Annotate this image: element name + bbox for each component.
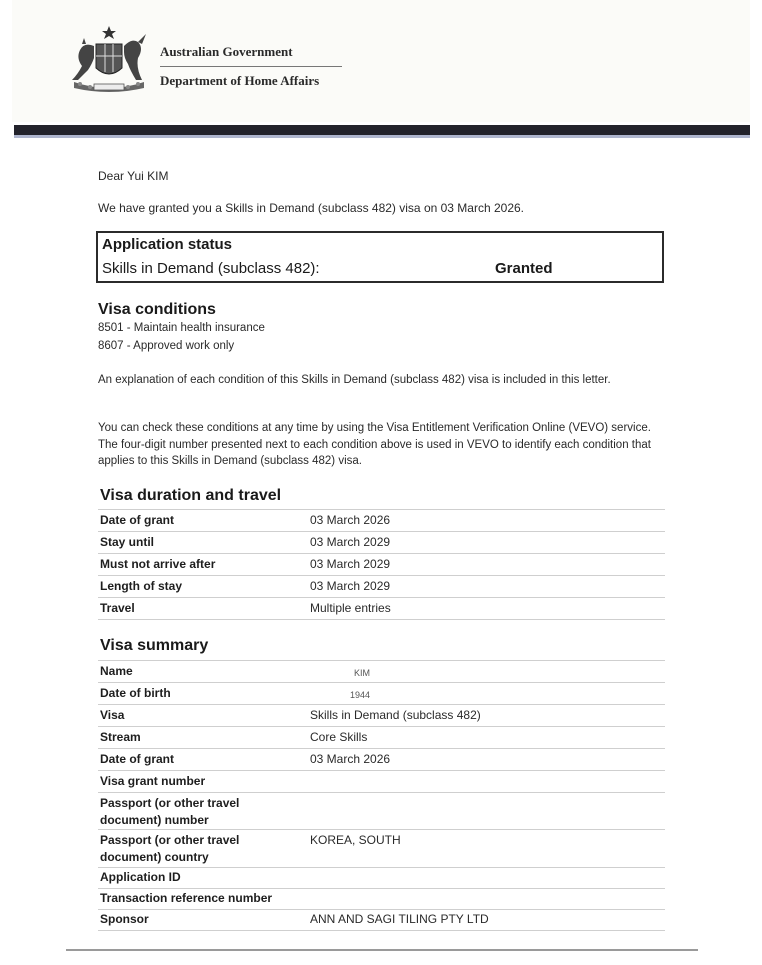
row-value: 03 March 2029: [310, 579, 391, 593]
table-row: [98, 910, 665, 931]
row-value: ANN AND SAGI TILING PTY LTD: [310, 912, 489, 926]
row-label: Transaction reference number: [100, 891, 273, 905]
status-heading: Application status: [102, 236, 233, 253]
row-label: Stay until: [100, 535, 155, 549]
row-label: Visa: [100, 708, 125, 722]
row-value: 03 March 2029: [310, 557, 391, 571]
table-row: [98, 727, 665, 749]
row-label: Travel: [100, 601, 135, 615]
row-label: Length of stay: [100, 579, 183, 593]
table-row: [98, 868, 665, 889]
table-row: [98, 705, 665, 727]
coat-of-arms-icon: [66, 24, 152, 96]
row-label: Sponsor: [100, 912, 149, 926]
row-value: Skills in Demand (subclass 482): [310, 708, 481, 722]
table-row: [98, 771, 665, 793]
letterhead: [12, 0, 750, 122]
table-row: [98, 598, 665, 620]
footer-divider: [66, 949, 698, 951]
row-value: 03 March 2026: [310, 752, 391, 766]
row-value: 03 March 2029: [310, 535, 391, 549]
visa-summary-heading: Visa summary: [100, 637, 209, 654]
table-row: [98, 510, 665, 532]
header-band: [14, 125, 750, 135]
row-value: 03 March 2026: [310, 513, 391, 527]
table-row: [98, 554, 665, 576]
row-value: Core Skills: [310, 730, 368, 744]
row-label: Visa grant number: [100, 774, 206, 788]
table-row: [98, 830, 665, 868]
row-label: Date of grant: [100, 513, 175, 527]
table-row: [98, 576, 665, 598]
row-label: Stream: [100, 730, 141, 744]
row-label: Name: [100, 664, 133, 678]
status-label: Skills in Demand (subclass 482):: [102, 260, 320, 277]
condition-item: 8501 - Maintain health insurance: [98, 322, 265, 334]
table-row: [98, 532, 665, 554]
row-label: Date of grant: [100, 752, 175, 766]
salutation: Dear Yui KIM: [98, 169, 169, 183]
application-status-box: [96, 231, 664, 283]
row-label: Application ID: [100, 870, 181, 884]
row-label: Date of birth: [100, 686, 171, 700]
table-row: [98, 889, 665, 910]
row-label: Must not arrive after: [100, 557, 216, 571]
row-label: Passport (or other travel document) country: [100, 833, 240, 864]
table-row: [98, 661, 665, 683]
table-row: [98, 683, 665, 705]
grant-intro: We have granted you a Skills in Demand (subclass 482) visa on 03 March 2026.: [98, 201, 525, 215]
department-name: Department of Home Affairs: [160, 73, 320, 88]
condition-item: 8607 - Approved work only: [98, 340, 235, 352]
row-value: 1944: [350, 690, 371, 700]
letterhead-divider: [160, 66, 342, 67]
government-name: Australian Government: [160, 44, 293, 59]
status-value: Granted: [495, 260, 553, 277]
visa-duration-heading: Visa duration and travel: [100, 487, 282, 504]
vevo-explanation: You can check these conditions at any time by using the Visa Entitlement Verification Online (VEVO) service. The four-digit number presented next to each condition above is used in VEVO to identify each condition that applies to this Skills in Demand (subclass 482) visa.: [98, 422, 651, 467]
table-row: [98, 793, 665, 830]
row-label: Passport (or other travel document) number: [100, 796, 240, 827]
conditions-explanation: An explanation of each condition of this Skills in Demand (subclass 482) visa is included in this letter.: [98, 374, 611, 386]
row-value: Multiple entries: [310, 601, 391, 615]
visa-conditions-heading: Visa conditions: [98, 301, 216, 318]
row-value: KIM: [354, 668, 371, 678]
table-row: [98, 749, 665, 771]
row-value: KOREA, SOUTH: [310, 833, 401, 847]
